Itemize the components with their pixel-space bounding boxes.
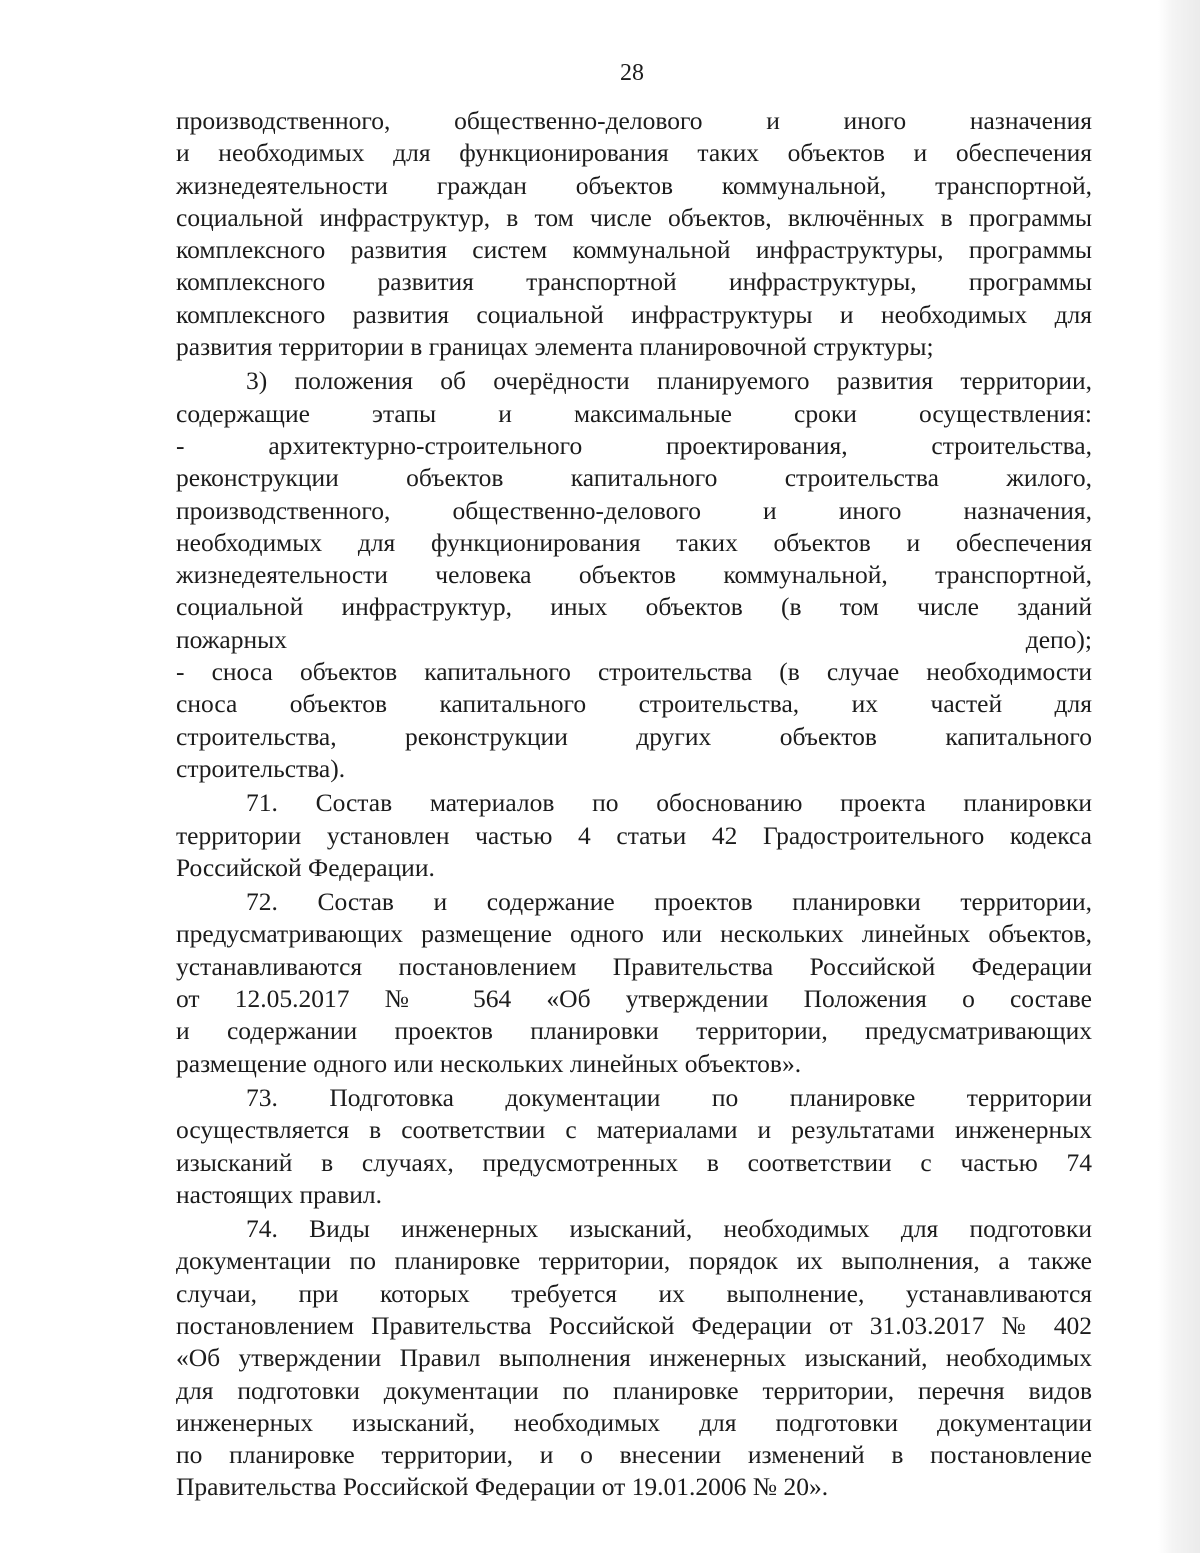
text-line: содержащие этапы и максимальные сроки осуществления: — [176, 398, 1092, 428]
paragraph-gap — [176, 1504, 1092, 1506]
text-line: жизнедеятельности человека объектов коммунальной, транспортной, — [176, 560, 1092, 590]
text-line: размещение одного или нескольких линейных объектов». — [176, 1048, 802, 1078]
text-line: социальной инфраструктур, в том числе объектов, включённых в программы — [176, 202, 1092, 232]
text-line: 3) положения об очерёдности планируемого развития территории, — [246, 366, 1092, 396]
text-line: Российской Федерации. — [176, 852, 435, 882]
text-line: строительства, реконструкции других объектов капитального — [176, 721, 1092, 751]
text-line: 72. Состав и содержание проектов планировки территории, — [246, 887, 1092, 917]
text-line: - сноса объектов капитального строительства (в случае необходимости — [176, 657, 1092, 687]
text-line: 73. Подготовка документации по планировке территории — [246, 1082, 1092, 1112]
text-line: территории установлен частью 4 статьи 42 Градостроительного кодекса — [176, 820, 1092, 850]
text-line: жизнедеятельности граждан объектов коммунальной, транспортной, — [176, 170, 1092, 200]
text-line: комплексного развития систем коммунальной инфраструктуры, программы — [176, 235, 1092, 265]
text-line: «Об утверждении Правил выполнения инженерных изысканий, необходимых — [176, 1343, 1092, 1373]
text-line: предусматривающих размещение одного или нескольких линейных объектов, — [176, 919, 1092, 949]
text-line: строительства). — [176, 753, 346, 783]
text-line: сноса объектов капитального строительства, их частей для — [176, 689, 1092, 719]
text-line: случаи, при которых требуется их выполнение, устанавливаются — [176, 1278, 1092, 1308]
text-line: и необходимых для функционирования таких объектов и обеспечения — [176, 138, 1092, 168]
text-line: осуществляется в соответствии с материалами и результатами инженерных — [176, 1115, 1092, 1145]
text-line: комплексного развития транспортной инфраструктуры, программы — [176, 267, 1092, 297]
text-line: устанавливаются постановлением Правительства Российской Федерации — [176, 951, 1092, 981]
body-text — [176, 105, 1092, 1506]
text-line: производственного, общественно-делового и иного назначения — [176, 106, 1092, 135]
text-line: от 12.05.2017 № 564 «Об утверждении Положения о составе — [176, 984, 1092, 1014]
text-line: по планировке территории, и о внесении изменений в постановление — [176, 1440, 1092, 1470]
text-line: социальной инфраструктур, иных объектов (в том числе зданий — [176, 592, 1092, 622]
text-line: реконструкции объектов капитального строительства жилого, — [176, 463, 1092, 493]
text-line: документации по планировке территории, порядок их выполнения, а также — [176, 1246, 1092, 1276]
text-line: комплексного развития социальной инфраструктуры и необходимых для — [176, 299, 1092, 329]
text-line: развития территории в границах элемента планировочной структуры; — [176, 332, 934, 362]
text-line: необходимых для функционирования таких объектов и обеспечения — [176, 527, 1092, 557]
text-line: инженерных изысканий, необходимых для подготовки документации — [176, 1407, 1092, 1437]
text-line: настоящих правил. — [176, 1179, 382, 1209]
text-line: производственного, общественно-делового и иного назначения, — [176, 495, 1092, 525]
text-line: - архитектурно-строительного проектирования, строительства, — [176, 430, 1092, 460]
text-line: 74. Виды инженерных изысканий, необходимых для подготовки — [246, 1214, 1092, 1244]
text-line: 71. Состав материалов по обоснованию проекта планировки — [246, 788, 1092, 818]
text-line: и содержании проектов планировки территории, предусматривающих — [176, 1016, 1092, 1046]
text-line: Правительства Российской Федерации от 19.01.2006 № 20». — [176, 1472, 829, 1502]
text-line: для подготовки документации по планировке территории, перечня видов — [176, 1375, 1092, 1405]
text-line: пожарных депо); — [176, 624, 1092, 654]
text-line: изысканий в случаях, предусмотренных в соответствии с частью 74 — [176, 1147, 1092, 1177]
page-number: 28 — [620, 60, 644, 86]
text-line: постановлением Правительства Российской Федерации от 31.03.2017 № 402 — [176, 1310, 1092, 1340]
